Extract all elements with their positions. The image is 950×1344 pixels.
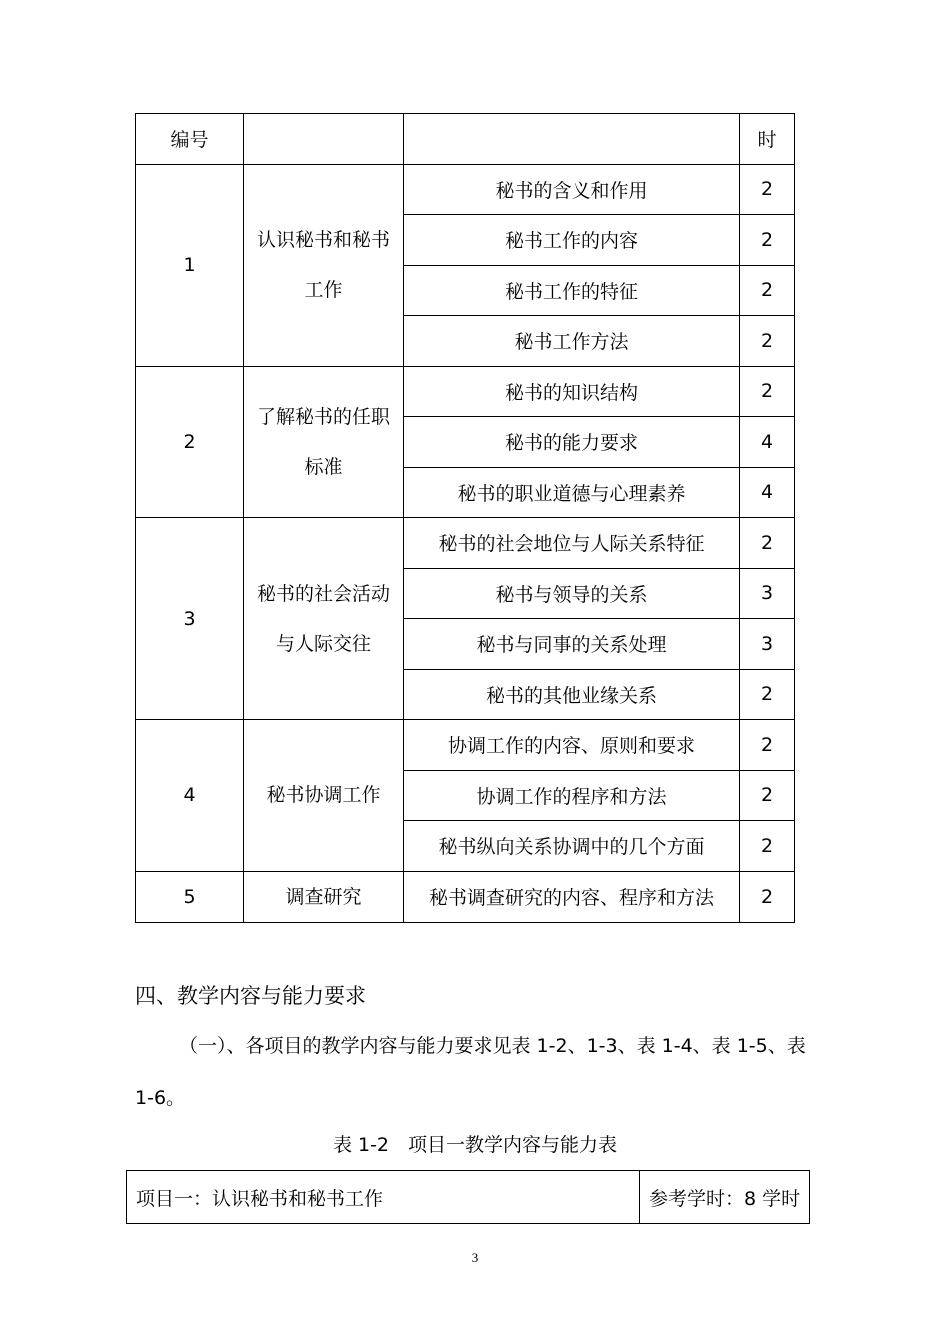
topic-cell: 秘书与领导的关系 (404, 568, 740, 619)
paragraph-line-1: （一）、各项目的教学内容与能力要求见表 1-2、1-3、表 1-4、表 1-5、表 (179, 1035, 806, 1057)
unit-name-cell: 认识秘书和秘书工作 (244, 164, 404, 366)
topic-cell: 秘书工作的内容 (404, 215, 740, 266)
topic-cell: 秘书工作的特征 (404, 265, 740, 316)
unit-name-cell: 了解秘书的任职标准 (244, 366, 404, 518)
project-table (126, 1170, 810, 1224)
unit-number-cell: 2 (136, 366, 244, 518)
topic-cell: 秘书的社会地位与人际关系特征 (404, 518, 740, 569)
unit-name-cell: 秘书的社会活动与人际交往 (244, 518, 404, 720)
syllabus-table-body (136, 114, 795, 923)
unit-number-cell: 3 (136, 518, 244, 720)
table-row (136, 871, 795, 922)
table-row (136, 720, 795, 771)
hours-cell: 2 (740, 871, 795, 922)
topic-cell: 秘书调查研究的内容、程序和方法 (404, 871, 740, 922)
topic-cell: 秘书的能力要求 (404, 417, 740, 468)
unit-number-cell: 5 (136, 871, 244, 922)
project-row (127, 1171, 810, 1224)
unit-name-cell: 调查研究 (244, 871, 404, 922)
topic-cell: 秘书工作方法 (404, 316, 740, 367)
hours-cell: 2 (740, 669, 795, 720)
topic-cell: 秘书与同事的关系处理 (404, 619, 740, 670)
hours-cell: 2 (740, 316, 795, 367)
paragraph-line-2: 1-6。 (135, 1087, 186, 1109)
header-cell-hours: 时 (740, 114, 795, 165)
topic-cell: 秘书的知识结构 (404, 366, 740, 417)
topic-cell: 协调工作的内容、原则和要求 (404, 720, 740, 771)
hours-cell: 2 (740, 518, 795, 569)
hours-cell: 2 (740, 215, 795, 266)
table-row (136, 518, 795, 569)
unit-number-cell: 4 (136, 720, 244, 872)
hours-cell: 2 (740, 366, 795, 417)
header-cell-number: 编号 (136, 114, 244, 165)
hours-cell: 2 (740, 164, 795, 215)
hours-cell: 4 (740, 467, 795, 518)
hours-cell: 2 (740, 720, 795, 771)
project-title: 项目一：认识秘书和秘书工作 (127, 1171, 640, 1224)
section-heading: 四、教学内容与能力要求 (135, 984, 366, 1008)
hours-cell: 2 (740, 770, 795, 821)
hours-cell: 2 (740, 821, 795, 872)
topic-cell: 秘书纵向关系协调中的几个方面 (404, 821, 740, 872)
hours-cell: 3 (740, 568, 795, 619)
unit-name-cell: 秘书协调工作 (244, 720, 404, 872)
topic-cell: 协调工作的程序和方法 (404, 770, 740, 821)
page-number: 3 (471, 1250, 479, 1265)
table-row (136, 164, 795, 215)
header-cell-unit (244, 114, 404, 165)
unit-number-cell: 1 (136, 164, 244, 366)
hours-cell: 3 (740, 619, 795, 670)
project-hours: 参考学时：8 学时 (640, 1171, 810, 1224)
hours-cell: 4 (740, 417, 795, 468)
topic-cell: 秘书的职业道德与心理素养 (404, 467, 740, 518)
table-row (136, 366, 795, 417)
topic-cell: 秘书的其他业缘关系 (404, 669, 740, 720)
table-caption: 表 1-2 项目一教学内容与能力表 (332, 1134, 618, 1156)
hours-cell: 2 (740, 265, 795, 316)
syllabus-table (135, 113, 795, 923)
header-cell-topic (404, 114, 740, 165)
topic-cell: 秘书的含义和作用 (404, 164, 740, 215)
table-header-row (136, 114, 795, 165)
